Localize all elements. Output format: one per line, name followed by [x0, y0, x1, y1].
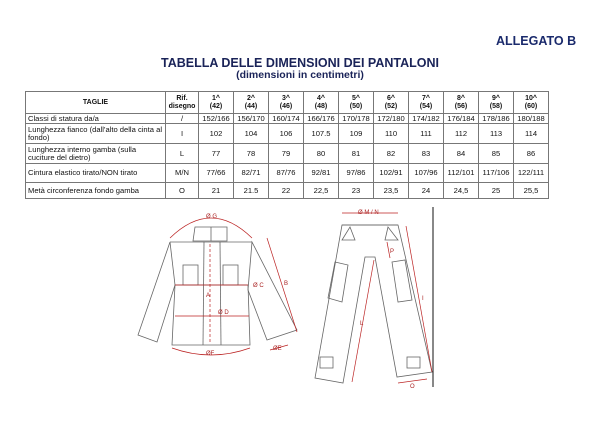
cell-value: 110	[374, 124, 409, 144]
row-ref: L	[166, 144, 199, 164]
size-code: (52)	[384, 102, 398, 110]
cell-value: 117/106	[479, 164, 514, 183]
cell-value: 85	[479, 144, 514, 164]
header-ref-line2: disegno	[168, 102, 196, 110]
size-code: (48)	[314, 102, 328, 110]
cell-value: 84	[444, 144, 479, 164]
cell-value: 80	[304, 144, 339, 164]
page-title: TABELLA DELLE DIMENSIONI DEI PANTALONI	[160, 56, 439, 70]
size-number: 6^	[387, 94, 395, 102]
dim-label-a: A	[206, 293, 211, 299]
cell-value: 111	[409, 124, 444, 144]
dim-label-e: ØE	[273, 346, 282, 352]
jacket-drawing	[138, 214, 297, 357]
size-number: 3^	[282, 94, 290, 102]
cell-value: 102/91	[374, 164, 409, 183]
size-number: 2^	[247, 94, 255, 102]
cell-value: 82/71	[234, 164, 269, 183]
cell-value: 104	[234, 124, 269, 144]
cell-value: 102	[199, 124, 234, 144]
row-ref: O	[166, 183, 199, 199]
size-code: (56)	[454, 102, 468, 110]
pants-drawing	[315, 207, 433, 390]
dim-label-f: ØF	[206, 351, 215, 357]
cell-value: 107/96	[409, 164, 444, 183]
cell-value: 24,5	[444, 183, 479, 199]
cell-value: 122/111	[514, 164, 549, 183]
dim-label-p: P	[390, 249, 395, 255]
cell-value: 109	[339, 124, 374, 144]
cell-value: 97/86	[339, 164, 374, 183]
dim-label-c: Ø C	[253, 283, 264, 289]
cell-value: 83	[409, 144, 444, 164]
cell-value: 23,5	[374, 183, 409, 199]
size-number: 9^	[492, 94, 500, 102]
cell-value: 92/81	[304, 164, 339, 183]
cell-value: 178/186	[479, 114, 514, 124]
cell-value: 25	[479, 183, 514, 199]
cell-value: 78	[234, 144, 269, 164]
cell-value: 152/166	[199, 114, 234, 124]
size-code: (54)	[419, 102, 433, 110]
size-code: (44)	[244, 102, 258, 110]
size-number: 7^	[422, 94, 430, 102]
row-label: Metà circonferenza fondo gamba	[26, 183, 166, 199]
size-number: 8^	[457, 94, 465, 102]
cell-value: 25,5	[514, 183, 549, 199]
row-label: Lunghezza fianco (dall'alto della cinta al fondo)	[26, 124, 166, 144]
cell-value: 82	[374, 144, 409, 164]
row-ref: I	[166, 124, 199, 144]
cell-value: 23	[339, 183, 374, 199]
page-subtitle: (dimensioni in centimetri)	[236, 69, 364, 81]
dim-label-b: B	[284, 281, 289, 287]
row-label: Cintura elastico tirato/NON tirato	[26, 164, 166, 183]
size-code: (42)	[209, 102, 223, 110]
cell-value: 21	[199, 183, 234, 199]
cell-value: 176/184	[444, 114, 479, 124]
cell-value: 160/174	[269, 114, 304, 124]
cell-value: 170/178	[339, 114, 374, 124]
cell-value: 114	[514, 124, 549, 144]
size-number: 1^	[212, 94, 220, 102]
header-taglie: TAGLIE	[26, 92, 166, 114]
cell-value: 156/170	[234, 114, 269, 124]
cell-value: 180/188	[514, 114, 549, 124]
cell-value: 107.5	[304, 124, 339, 144]
dim-label-i: I	[422, 296, 424, 302]
cell-value: 24	[409, 183, 444, 199]
cell-value: 77/66	[199, 164, 234, 183]
cell-value: 87/76	[269, 164, 304, 183]
cell-value: 174/182	[409, 114, 444, 124]
annex-label: ALLEGATO B	[496, 34, 577, 48]
cell-value: 77	[199, 144, 234, 164]
size-code: (50)	[349, 102, 363, 110]
size-code: (60)	[524, 102, 538, 110]
cell-value: 106	[269, 124, 304, 144]
dim-label-o: O	[410, 384, 415, 390]
cell-value: 81	[339, 144, 374, 164]
cell-value: 112/101	[444, 164, 479, 183]
cell-value: 113	[479, 124, 514, 144]
row-ref: /	[166, 114, 199, 124]
cell-value: 112	[444, 124, 479, 144]
dim-label-mn: Ø M / N	[358, 210, 379, 216]
size-number: 4^	[317, 94, 325, 102]
cell-value: 22,5	[304, 183, 339, 199]
dim-label-g: Ø G	[206, 214, 218, 220]
cell-value: 172/180	[374, 114, 409, 124]
header-ref-line1: Rif.	[176, 94, 188, 102]
cell-value: 21.5	[234, 183, 269, 199]
size-code: (46)	[279, 102, 293, 110]
cell-value: 79	[269, 144, 304, 164]
size-number: 5^	[352, 94, 360, 102]
size-code: (58)	[489, 102, 503, 110]
row-label: Lunghezza interno gamba (sulla cuciture del dietro)	[26, 144, 166, 164]
row-label: Classi di statura da/a	[26, 114, 166, 124]
size-number: 10^	[525, 94, 537, 102]
dim-label-l: L	[360, 321, 364, 327]
cell-value: 166/176	[304, 114, 339, 124]
cell-value: 22	[269, 183, 304, 199]
row-ref: M/N	[166, 164, 199, 183]
cell-value: 86	[514, 144, 549, 164]
dim-label-d: Ø D	[218, 310, 229, 316]
